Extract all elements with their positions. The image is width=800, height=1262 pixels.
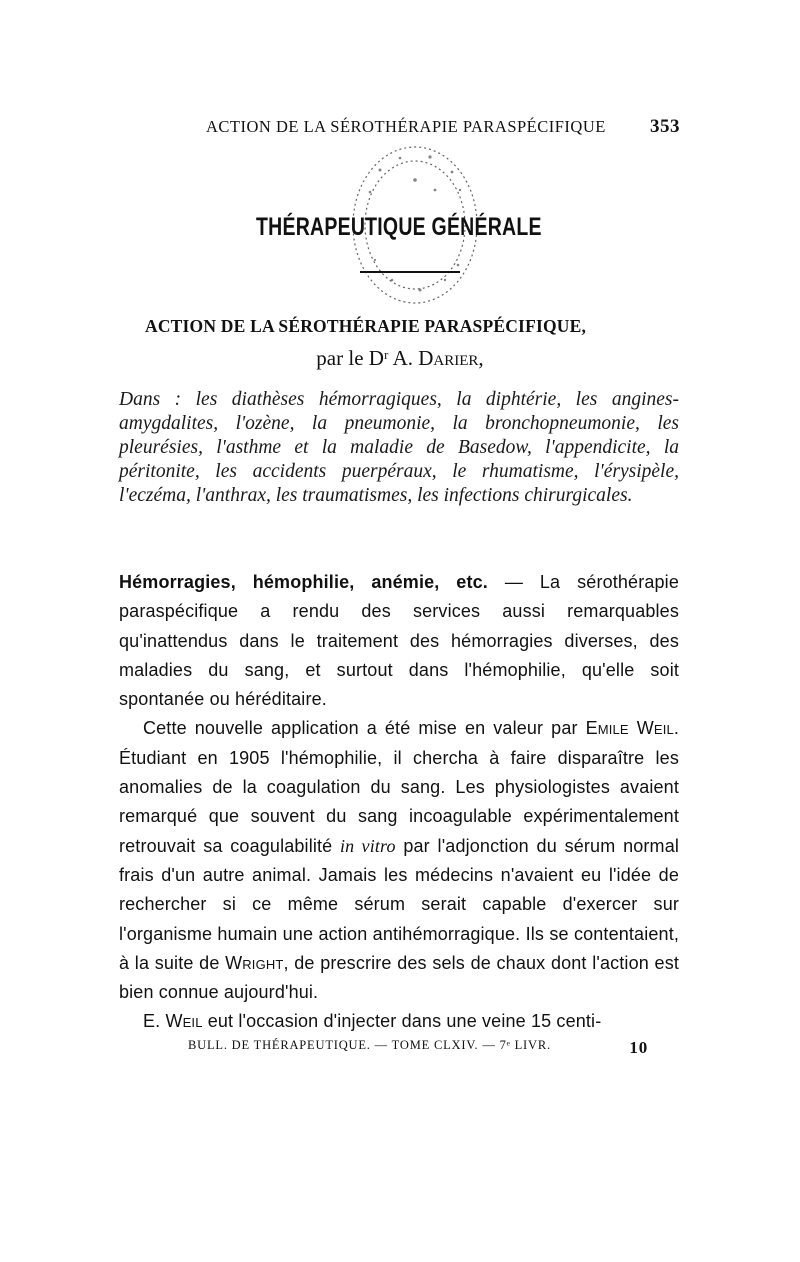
paragraph-3 <box>119 1007 679 1036</box>
summary <box>119 388 679 508</box>
paragraph-lead: Hémorragies, hémophilie, anémie, etc. <box>119 572 488 592</box>
footer-number: 10 <box>629 1038 648 1057</box>
footer-signature: BULL. DE THÉRAPEUTIQUE. — TOME CLXIV. — 7ᵉ LIVR. <box>188 1038 551 1052</box>
paragraph-2-part-c: par l'adjonction du sérum normal frais d'un autre animal. Jamais les médecins n'avaient eu l'idée de rechercher si ce même sérum serait capable d'exercer sur l'organisme humain une action antihémorragique. Ils se contentaient, à la suite de <box>119 835 679 973</box>
section-title: THÉRAPEUTIQUE GÉNÉRALE <box>256 213 542 241</box>
author-name: Darier, <box>418 346 484 370</box>
summary-text: Dans : les diathèses hémorragiques, la diphtérie, les angines-amygdalites, l'ozène, la pneumonie, la bronchopneumonie, les pleurésies, l'asthme et la maladie de Basedow, l'appendicite, la péritonite, les accidents puerpéraux, le rhumatisme, l'érysipèle, l'eczéma, l'anthrax, les traumatismes, les infections chirurgicales. <box>119 389 679 506</box>
paragraph-2 <box>119 714 679 1007</box>
person-name-weil: Emile Weil <box>585 718 674 739</box>
paragraph-1 <box>119 568 679 714</box>
page-footer <box>188 1038 648 1058</box>
byline <box>0 346 800 371</box>
page-number: 353 <box>650 116 680 137</box>
paragraph-2-part-d: , de prescrire des sels de chaux dont l'action est bien connue aujourd'hui. <box>119 952 679 1003</box>
byline-prefix: par le Dʳ A. <box>316 346 414 370</box>
paragraph-3-part-b: eut l'occasion d'injecter dans une veine 15 centi- <box>202 1011 602 1032</box>
person-name-wright: Wright <box>225 952 284 973</box>
person-name-weil-2: Weil <box>165 1011 203 1032</box>
running-head-title: ACTION DE LA SÉROTHÉRAPIE PARASPÉCIFIQUE <box>206 117 606 136</box>
paragraph-2-part-b: . Étudiant en 1905 l'hémophilie, il chercha à faire disparaître les anomalies de la coagulation du sang. Les physiologistes avaient remarqué que souvent du sang incoagulable expérimentalement retrouvait sa coagulabilité <box>119 718 679 856</box>
article-title: ACTION DE LA SÉROTHÉRAPIE PARASPÉCIFIQUE, <box>145 316 587 336</box>
paragraph-2-part-a: Cette nouvelle application a été mise en valeur par <box>143 718 586 739</box>
body-text <box>119 568 679 1037</box>
latin-term: in vitro <box>340 835 396 856</box>
paragraph-1-text: — La sérothérapie paraspécifique a rendu des services aussi remarquables qu'inattendus dans le traitement des hémorragies diverses, des maladies du sang, et surtout dans l'hémophilie, qu'elle soit spontanée ou héréditaire. <box>119 572 679 710</box>
paragraph-3-part-a: E. <box>143 1011 166 1032</box>
